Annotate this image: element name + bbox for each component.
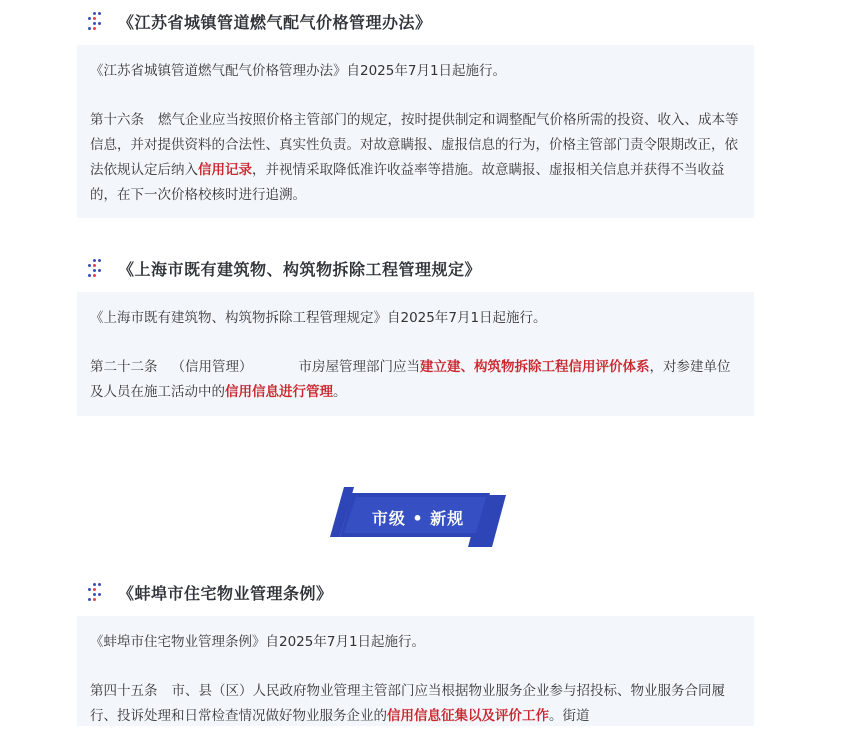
- dot-grid-icon: [88, 583, 104, 601]
- article-paragraph: [90, 108, 740, 208]
- section-title-text: 《上海市既有建筑物、构筑物拆除工程管理规定》: [118, 259, 482, 279]
- article-text: 。: [333, 384, 347, 400]
- dot-grid-icon: [88, 12, 104, 30]
- effective-date-text: 《江苏省城镇管道燃气配气价格管理办法》自2025年7月1日起施行。: [90, 63, 507, 79]
- highlight-credit-management: 信用信息进行管理: [225, 384, 333, 400]
- article-number: 第四十五条: [90, 683, 158, 699]
- section-body-3: [77, 616, 754, 726]
- article-subtitle: （信用管理）: [171, 359, 253, 375]
- section-title-2: [88, 255, 481, 281]
- city-level-banner: [330, 487, 506, 547]
- article-paragraph: [90, 679, 740, 729]
- section-body-2: [77, 292, 754, 416]
- effective-date-text: 《上海市既有建筑物、构筑物拆除工程管理规定》自2025年7月1日起施行。: [90, 310, 547, 326]
- article-text: 。街道: [549, 708, 590, 724]
- section-title-3: [88, 579, 333, 605]
- highlight-credit-record: 信用记录: [198, 162, 252, 178]
- article-text: 市房屋管理部门应当: [298, 359, 420, 375]
- section-title-text: 《蚌埠市住宅物业管理条例》: [118, 583, 333, 603]
- highlight-credit-evaluation: 建立建、构筑物拆除工程信用评价体系: [420, 359, 650, 375]
- effective-date-text: 《蚌埠市住宅物业管理条例》自2025年7月1日起施行。: [90, 634, 426, 650]
- article-text: ，对参建单位及人员在施工活动中的: [90, 359, 731, 400]
- banner-label: 市级 • 新规: [371, 508, 465, 528]
- article-text: 市、县（区）人民政府物业管理主管部门应当根据物业服务企业参与招投标、物业服务合同履行、投诉处理和日常检查情况做好物业服务企业的: [90, 683, 725, 724]
- dot-grid-icon: [88, 259, 104, 277]
- article-number: 第十六条: [90, 112, 144, 128]
- article-text: 燃气企业应当按照价格主管部门的规定，按时提供制定和调整配气价格所需的投资、收入、成本等信息，并对提供资料的合法性、真实性负责。对故意瞒报、虚报信息的行为，价格主管部门责令限期改正，依法依规认定后纳入: [90, 112, 739, 178]
- section-body-1: [77, 45, 754, 218]
- highlight-credit-collection: 信用信息征集以及评价工作: [387, 708, 549, 724]
- article-number: 第二十二条: [90, 359, 158, 375]
- section-title-1: [88, 8, 432, 34]
- section-title-text: 《江苏省城镇管道燃气配气价格管理办法》: [118, 12, 432, 32]
- article-text: ，并视情采取降低准许收益率等措施。故意瞒报、虚报相关信息并获得不当收益的，在下一次价格校核时进行追溯。: [90, 162, 725, 203]
- article-paragraph: [90, 355, 740, 405]
